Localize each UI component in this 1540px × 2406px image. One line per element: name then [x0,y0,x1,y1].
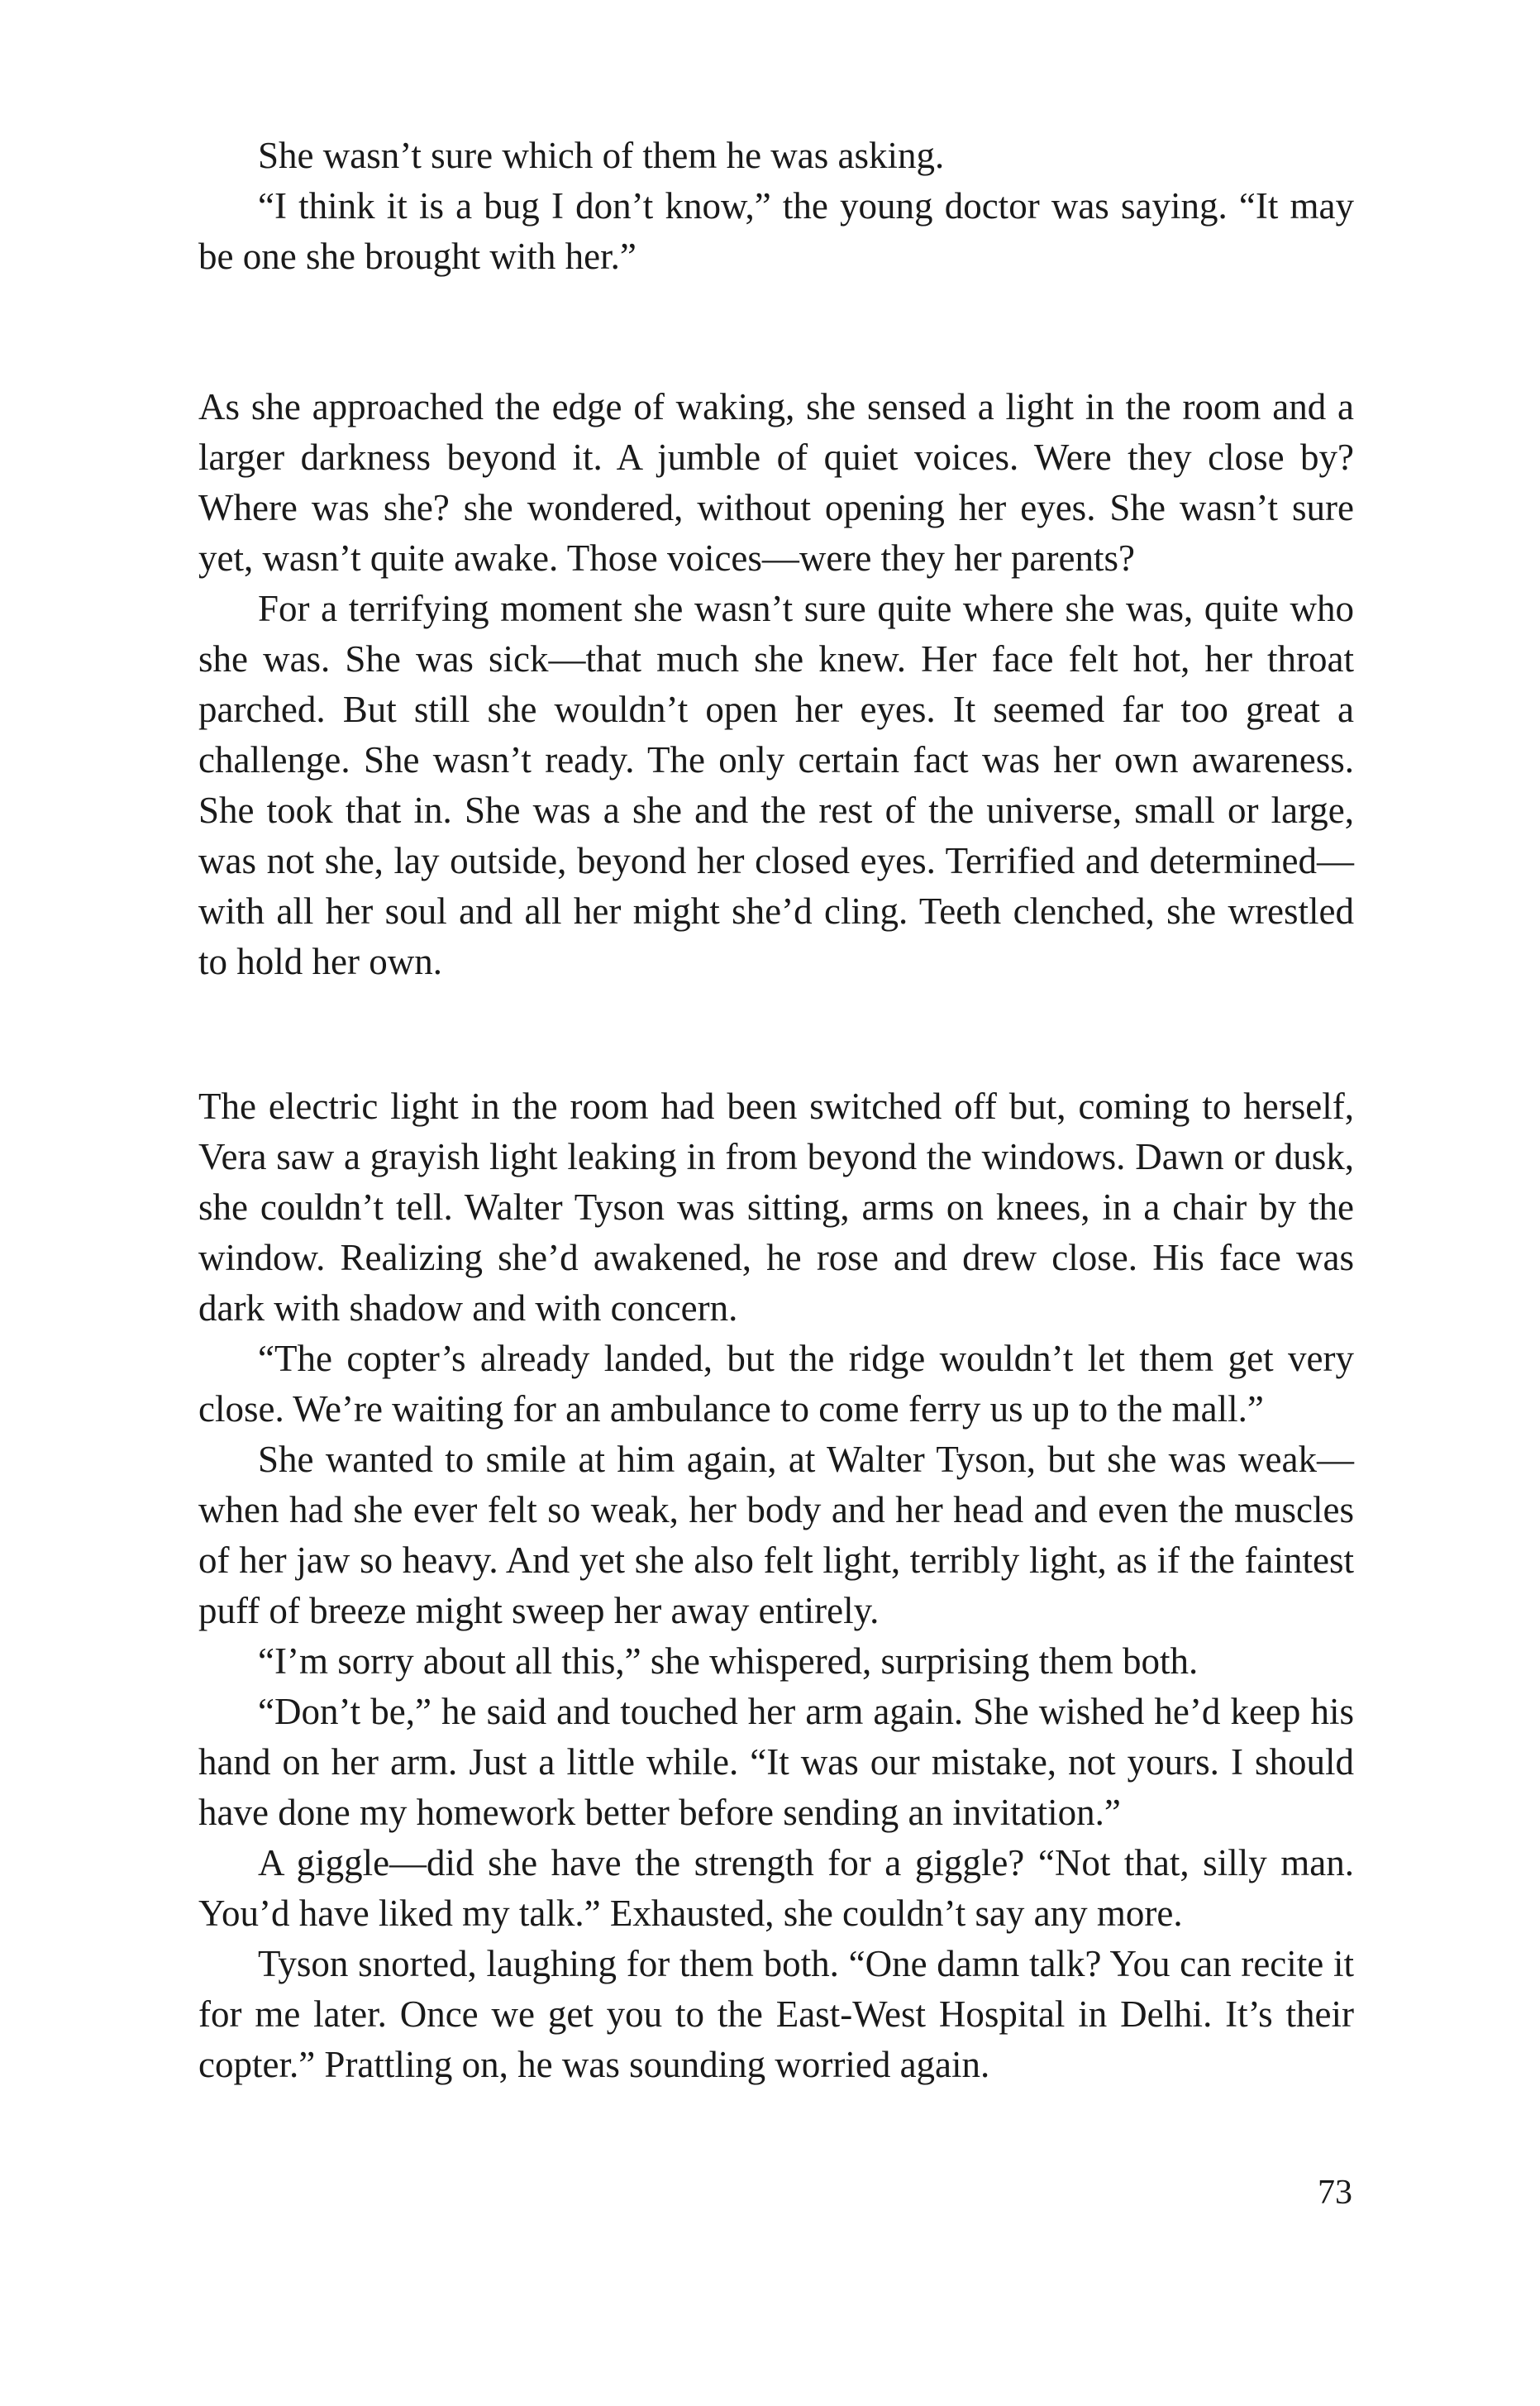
text-section-3 [198,1081,1354,2090]
paragraph: “Don’t be,” he said and touched her arm again. She wished he’d keep his hand on her arm. Just a little while. “It was our mistake, not yours. I should have done my homework better before sending an invitation.” [198,1691,1354,1833]
paragraph: “I think it is a bug I don’t know,” the young doctor was saying. “It may be one she brought with her.” [198,185,1354,277]
text-section-2 [198,382,1354,987]
paragraph: Tyson snorted, laughing for them both. “One damn talk? You can recite it for me later. Once we get you to the East-West Hospital in Delhi. It’s their copter.” Prattling on, he was sounding worried again. [198,1943,1354,2085]
paragraph: For a terrifying moment she wasn’t sure quite where she was, quite who she was. She was sick—that much she knew. Her face felt hot, her throat parched. But still she wouldn’t open her eyes. It seemed far too great a challenge. She wasn’t ready. The only certain fact was her own awareness. She took that in. She was a she and the rest of the universe, small or large, was not she, lay outside, beyond her closed eyes. Terrified and determined—with all her soul and all her might she’d cling. Teeth clenched, she wrestled to hold her own. [198,588,1354,982]
paragraph: “I’m sorry about all this,” she whispered, surprising them both. [258,1640,1199,1682]
page-number: 73 [1318,2174,1352,2212]
paragraph: “The copter’s already landed, but the ridge wouldn’t let them get very close. We’re waiting for an ambulance to come ferry us up to the mall.” [198,1338,1354,1430]
paragraph: She wasn’t sure which of them he was asking. [258,135,945,176]
text-section-1 [198,131,1354,282]
paragraph: The electric light in the room had been switched off but, coming to herself, Vera saw a grayish light leaking in from beyond the windows. Dawn or dusk, she couldn’t tell. Walter Tyson was sitting, arms on knees, in a chair by the window. Realizing she’d awakened, he rose and drew close. His face was dark with shadow and with concern. [198,1086,1354,1329]
paragraph: A giggle—did she have the strength for a giggle? “Not that, silly man. You’d have liked my talk.” Exhausted, she couldn’t say any more. [198,1842,1354,1934]
paragraph: She wanted to smile at him again, at Walter Tyson, but she was weak—when had she ever felt so weak, her body and her head and even the muscles of her jaw so heavy. And yet she also felt light, terribly light, as if the faintest puff of breeze might sweep her away entirely. [198,1439,1354,1631]
paragraph: As she approached the edge of waking, she sensed a light in the room and a larger darkness beyond it. A jumble of quiet voices. Were they close by? Where was she? she wondered, without opening her eyes. She wasn’t sure yet, wasn’t quite awake. Those voices—were they her parents? [198,386,1354,579]
